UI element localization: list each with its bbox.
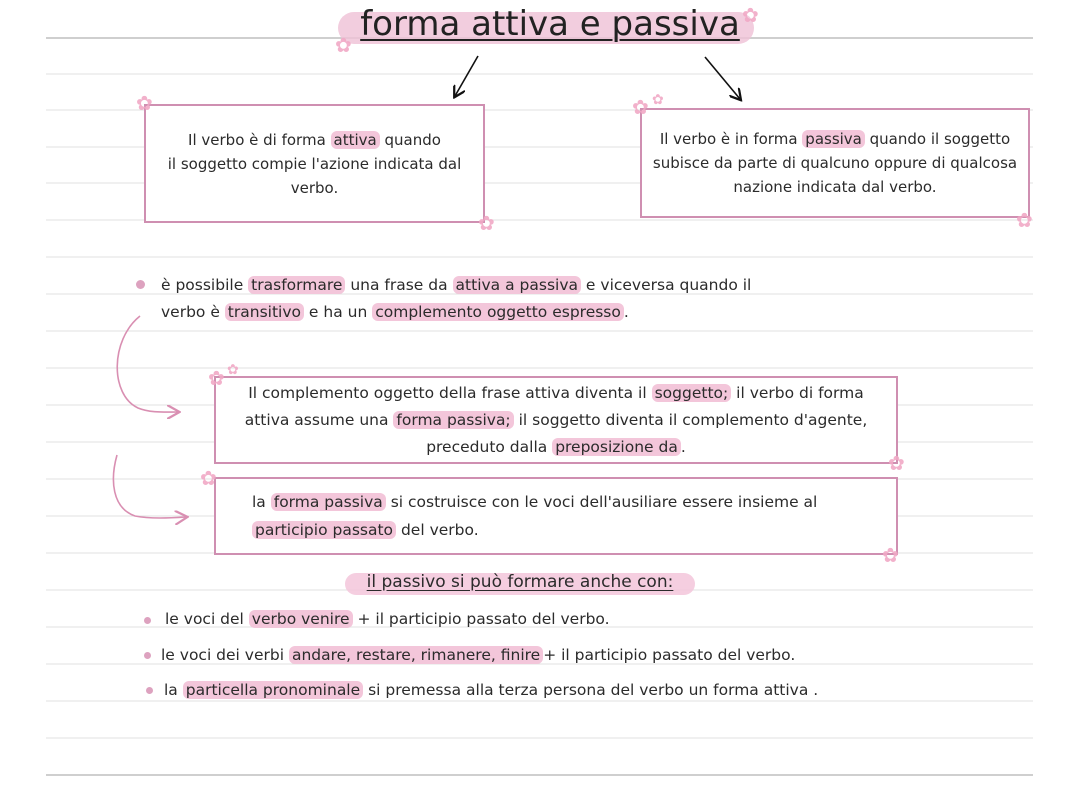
text: le voci del — [165, 610, 249, 628]
flower-icon: ✿ — [200, 466, 217, 490]
text: il soggetto compie l'azione indicata dal — [167, 154, 462, 173]
bullet-dot — [146, 687, 153, 694]
highlight: forma passiva — [271, 493, 386, 511]
text: la — [252, 493, 271, 511]
construction-box — [214, 477, 898, 555]
highlight-attiva: attiva — [331, 131, 380, 149]
text: subisce da parte di qualcuno oppure di qualcosa — [652, 154, 1018, 172]
text: + il participio passato del verbo. — [543, 646, 796, 664]
flower-icon: ✿ — [478, 211, 495, 235]
bullet-transform-condition — [161, 272, 861, 326]
text: il verbo di forma — [731, 383, 864, 402]
highlight: complemento oggetto espresso — [372, 303, 624, 321]
list-item — [161, 642, 795, 669]
passive-form-box — [640, 108, 1030, 218]
text: Il complemento oggetto della frase attiva diventa il — [248, 383, 652, 402]
flower-icon: ✿ — [227, 362, 239, 378]
text: verbo è — [161, 303, 225, 321]
bullet-dot — [144, 617, 151, 624]
text: e ha un — [304, 303, 373, 321]
highlight: verbo venire — [249, 610, 353, 628]
list-item — [165, 606, 610, 633]
bullet-dot — [136, 280, 145, 289]
highlight: attiva a passiva — [453, 276, 581, 294]
text: si costruisce con le voci dell'ausiliare essere insieme al — [385, 493, 818, 511]
text: del verbo. — [396, 521, 479, 539]
flower-icon: ✿ — [136, 91, 153, 115]
text: . — [623, 303, 629, 321]
flower-icon: ✿ — [208, 366, 225, 390]
bullet-dot — [144, 652, 151, 659]
text: . — [680, 437, 686, 456]
text: Il verbo è di forma — [188, 130, 331, 149]
text: + il participio passato del verbo. — [352, 610, 610, 628]
highlight: preposizione da — [552, 438, 681, 456]
text: quando il soggetto — [864, 130, 1011, 148]
text: il soggetto diventa il complemento d'agente, — [513, 410, 868, 429]
highlight: participio passato — [252, 521, 396, 539]
flower-icon: ✿ — [335, 33, 352, 57]
transformation-box — [214, 376, 898, 464]
text: quando — [379, 130, 441, 149]
text: le voci dei verbi — [161, 646, 289, 664]
text: attiva assume una — [244, 410, 394, 429]
highlight: forma passiva; — [393, 411, 513, 429]
text: una frase da — [345, 276, 453, 294]
page-title: forma attiva e passiva — [360, 4, 740, 44]
highlight: soggetto; — [652, 384, 732, 402]
highlight-passiva: passiva — [802, 130, 865, 148]
highlight: transitivo — [225, 303, 304, 321]
section-subtitle: il passivo si può formare anche con: — [366, 572, 674, 592]
flower-icon: ✿ — [882, 543, 899, 567]
text: nazione indicata dal verbo. — [733, 178, 937, 196]
flower-icon: ✿ — [888, 451, 905, 475]
flower-icon: ✿ — [632, 95, 649, 119]
highlight: andare, restare, rimanere, finire — [289, 646, 543, 664]
text: verbo. — [290, 178, 339, 197]
highlight: trasformare — [248, 276, 345, 294]
flower-icon: ✿ — [1016, 208, 1033, 232]
highlight: particella pronominale — [183, 681, 363, 699]
text: Il verbo è in forma — [659, 130, 803, 148]
flower-icon: ✿ — [652, 92, 664, 108]
text: e viceversa quando il — [581, 276, 752, 294]
text: è possibile — [161, 276, 249, 294]
list-item — [164, 677, 818, 704]
active-form-box — [144, 104, 485, 223]
text: la — [164, 681, 183, 699]
text: si premessa alla terza persona del verbo un forma attiva . — [363, 681, 819, 699]
text: preceduto dalla — [426, 437, 553, 456]
flower-icon: ✿ — [742, 3, 759, 27]
